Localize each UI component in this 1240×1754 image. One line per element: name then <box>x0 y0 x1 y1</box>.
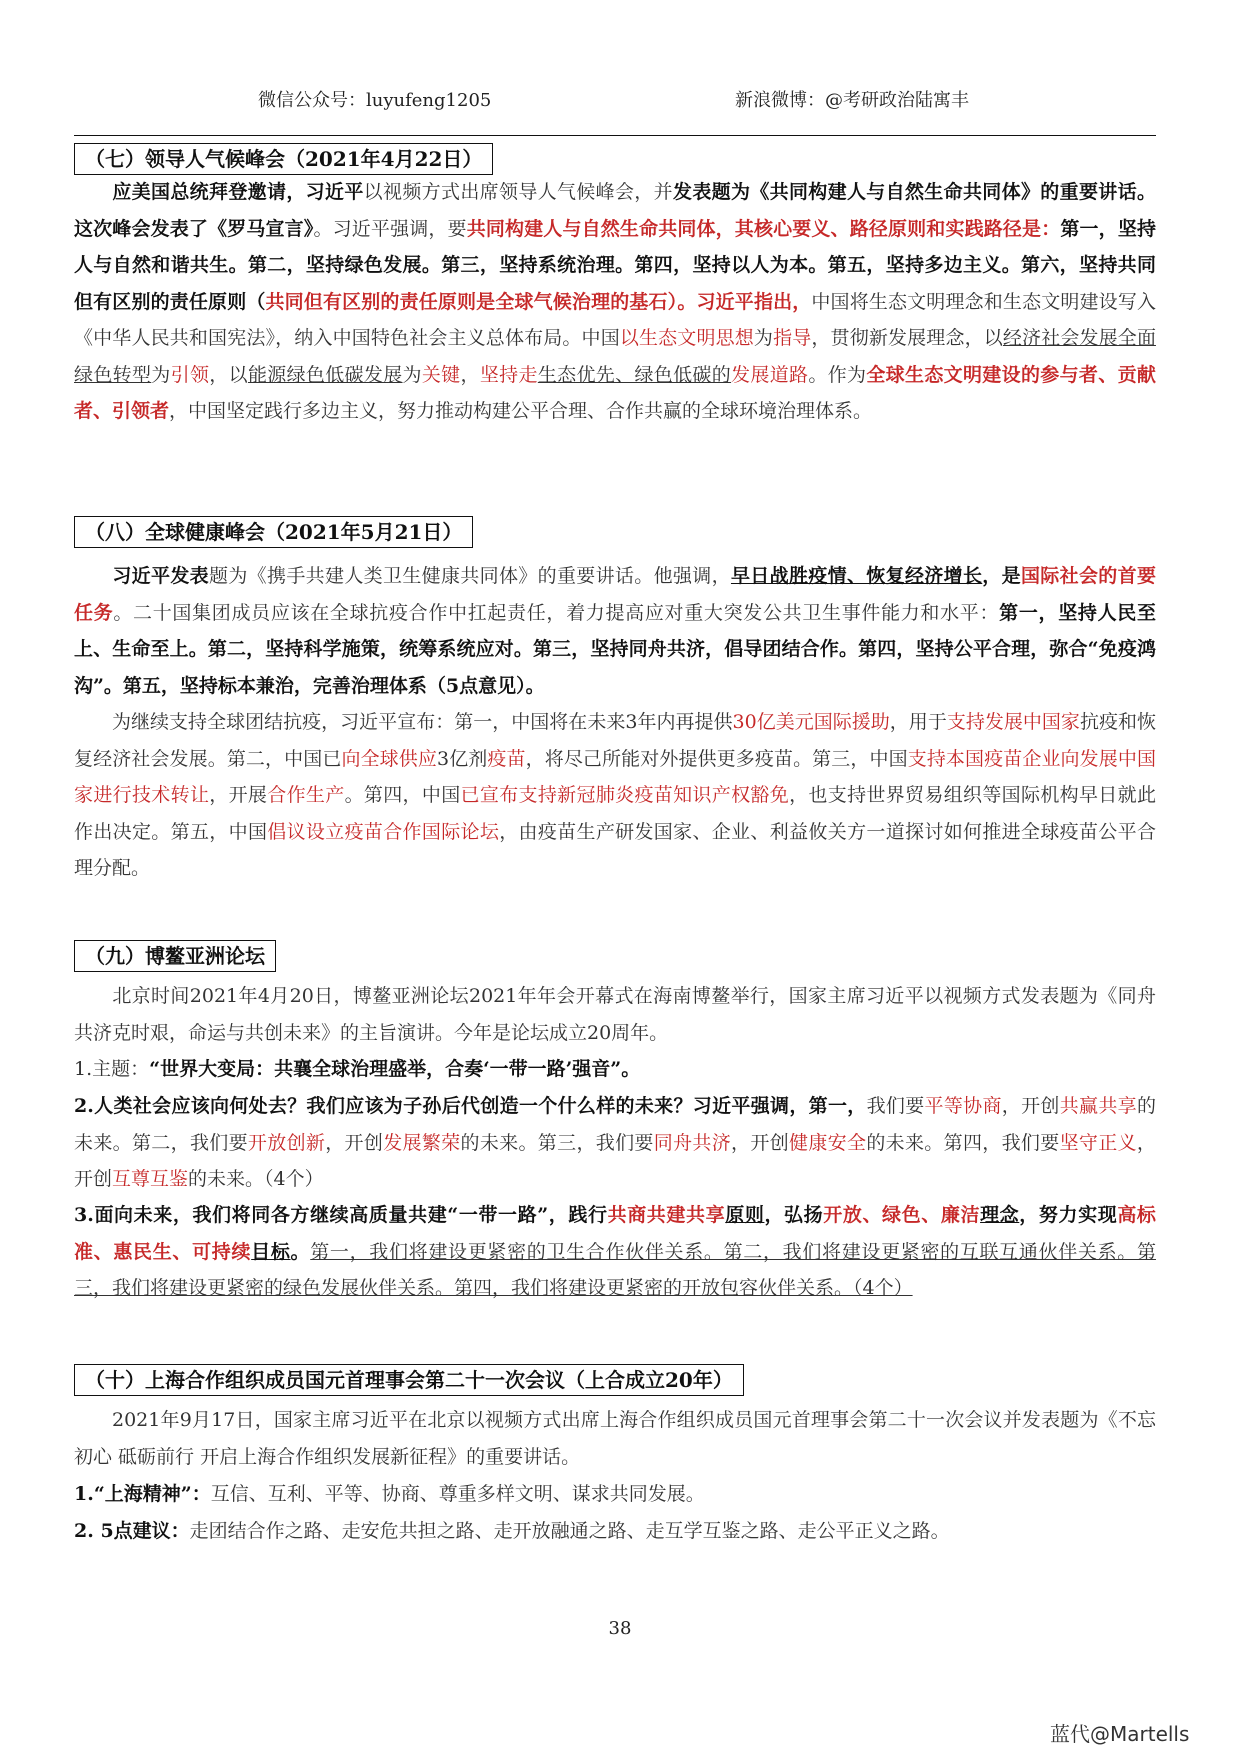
watermark: 蓝代@Martells <box>1050 1722 1190 1746</box>
section-10-paragraph-1: 2021年9月17日，国家主席习近平在北京以视频方式出席上海合作组织成员国元首理事会第二十一次会议并发表题为《不忘初心 砥砺前行 开启上海合作组织发展新征程》的重要讲话。 <box>74 1409 1156 1468</box>
weibo-account: 新浪微博：@考研政治陆寓丰 <box>735 90 969 111</box>
wechat-account: 微信公众号：luyufeng1205 <box>258 90 492 111</box>
header-divider <box>74 135 1156 136</box>
section-8-title: （八）全球健康峰会（2021年5月21日） <box>74 516 473 548</box>
page-number: 38 <box>608 1618 632 1639</box>
section-9-theme: 1.主题：“世界大变局：共襄全球治理盛举，合奏‘一带一路’强音”。 <box>74 1058 641 1080</box>
section-7-title: （七）领导人气候峰会（2021年4月22日） <box>74 143 493 175</box>
section-7-paragraph: 应美国总统拜登邀请，习近平以视频方式出席领导人气候峰会，并发表题为《共同构建人与自然生命共同体》的重要讲话。这次峰会发表了《罗马宣言》。习近平强调，要共同构建人与自然生命共同体，其核心要义、路径原则和实践路径是：第一，坚持人与自然和谐共生。第二，坚持绿色发展。第三，坚持系统治理。第四，坚持以人为本。第五，坚持多边主义。第六，坚持共同但有区别的责任原则（共同但有区别的责任原则是全球气候治理的基石）。习近平指出，中国将生态文明理念和生态文明建设写入《中华人民共和国宪法》，纳入中国特色社会主义总体布局。中国以生态文明思想为指导，贯彻新发展理念，以经济社会发展全面绿色转型为引领，以能源绿色低碳发展为关键，坚持走生态优先、绿色低碳的发展道路。作为全球生态文明建设的参与者、贡献者、引领者，中国坚定践行多边主义，努力推动构建公平合理、合作共赢的全球环境治理体系。 <box>74 181 1156 422</box>
section-9-point-2: 2.人类社会应该向何处去？我们应该为子孙后代创造一个什么样的未来？习近平强调，第一，我们要平等协商，开创共赢共享的未来。第二，我们要开放创新，开创发展繁荣的未来。第三，我们要同舟共济，开创健康安全的未来。第四，我们要坚守正义，开创互尊互鉴的未来。（4个） <box>74 1095 1156 1190</box>
section-8-paragraph-1: 习近平发表题为《携手共建人类卫生健康共同体》的重要讲话。他强调，早日战胜疫情、恢复经济增长，是国际社会的首要任务。二十国集团成员应该在全球抗疫合作中扛起责任，着力提高应对重大突发公共卫生事件能力和水平：第一，坚持人民至上、生命至上。第二，坚持科学施策，统筹系统应对。第三，坚持同舟共济，倡导团结合作。第四，坚持公平合理，弥合“免疫鸿沟”。第五，坚持标本兼治，完善治理体系（5点意见）。 <box>74 565 1156 697</box>
section-9-title: （九）博鳌亚洲论坛 <box>74 940 276 972</box>
section-10-shanghai-spirit: 1.“上海精神”：互信、互利、平等、协商、尊重多样文明、谋求共同发展。 <box>74 1483 705 1505</box>
section-9-point-3: 3.面向未来，我们将同各方继续高质量共建“一带一路”，践行共商共建共享原则，弘扬开放、绿色、廉洁理念，努力实现高标准、惠民生、可持续目标。第一，我们将建设更紧密的卫生合作伙伴关系。第二，我们将建设更紧密的互联互通伙伴关系。第三，我们将建设更紧密的绿色发展伙伴关系。第四，我们将建设更紧密的开放包容伙伴关系。（4个） <box>74 1204 1156 1299</box>
section-10-five-proposals: 2. 5点建议：走团结合作之路、走安危共担之路、走开放融通之路、走互学互鉴之路、走公平正义之路。 <box>74 1520 950 1542</box>
section-8-paragraph-2: 为继续支持全球团结抗疫，习近平宣布：第一，中国将在未来3年内再提供30亿美元国际援助，用于支持发展中国家抗疫和恢复经济社会发展。第二，中国已向全球供应3亿剂疫苗，将尽己所能对外提供更多疫苗。第三，中国支持本国疫苗企业向发展中国家进行技术转让，开展合作生产。第四，中国已宣布支持新冠肺炎疫苗知识产权豁免，也支持世界贸易组织等国际机构早日就此作出决定。第五，中国倡议设立疫苗合作国际论坛，由疫苗生产研发国家、企业、利益攸关方一道探讨如何推进全球疫苗公平合理分配。 <box>74 711 1156 879</box>
section-9-paragraph-1: 北京时间2021年4月20日，博鳌亚洲论坛2021年年会开幕式在海南博鳌举行，国家主席习近平以视频方式发表题为《同舟共济克时艰，命运与共创未来》的主旨演讲。今年是论坛成立20周年。 <box>74 985 1156 1044</box>
section-10-title: （十）上海合作组织成员国元首理事会第二十一次会议（上合成立20年） <box>74 1364 744 1396</box>
